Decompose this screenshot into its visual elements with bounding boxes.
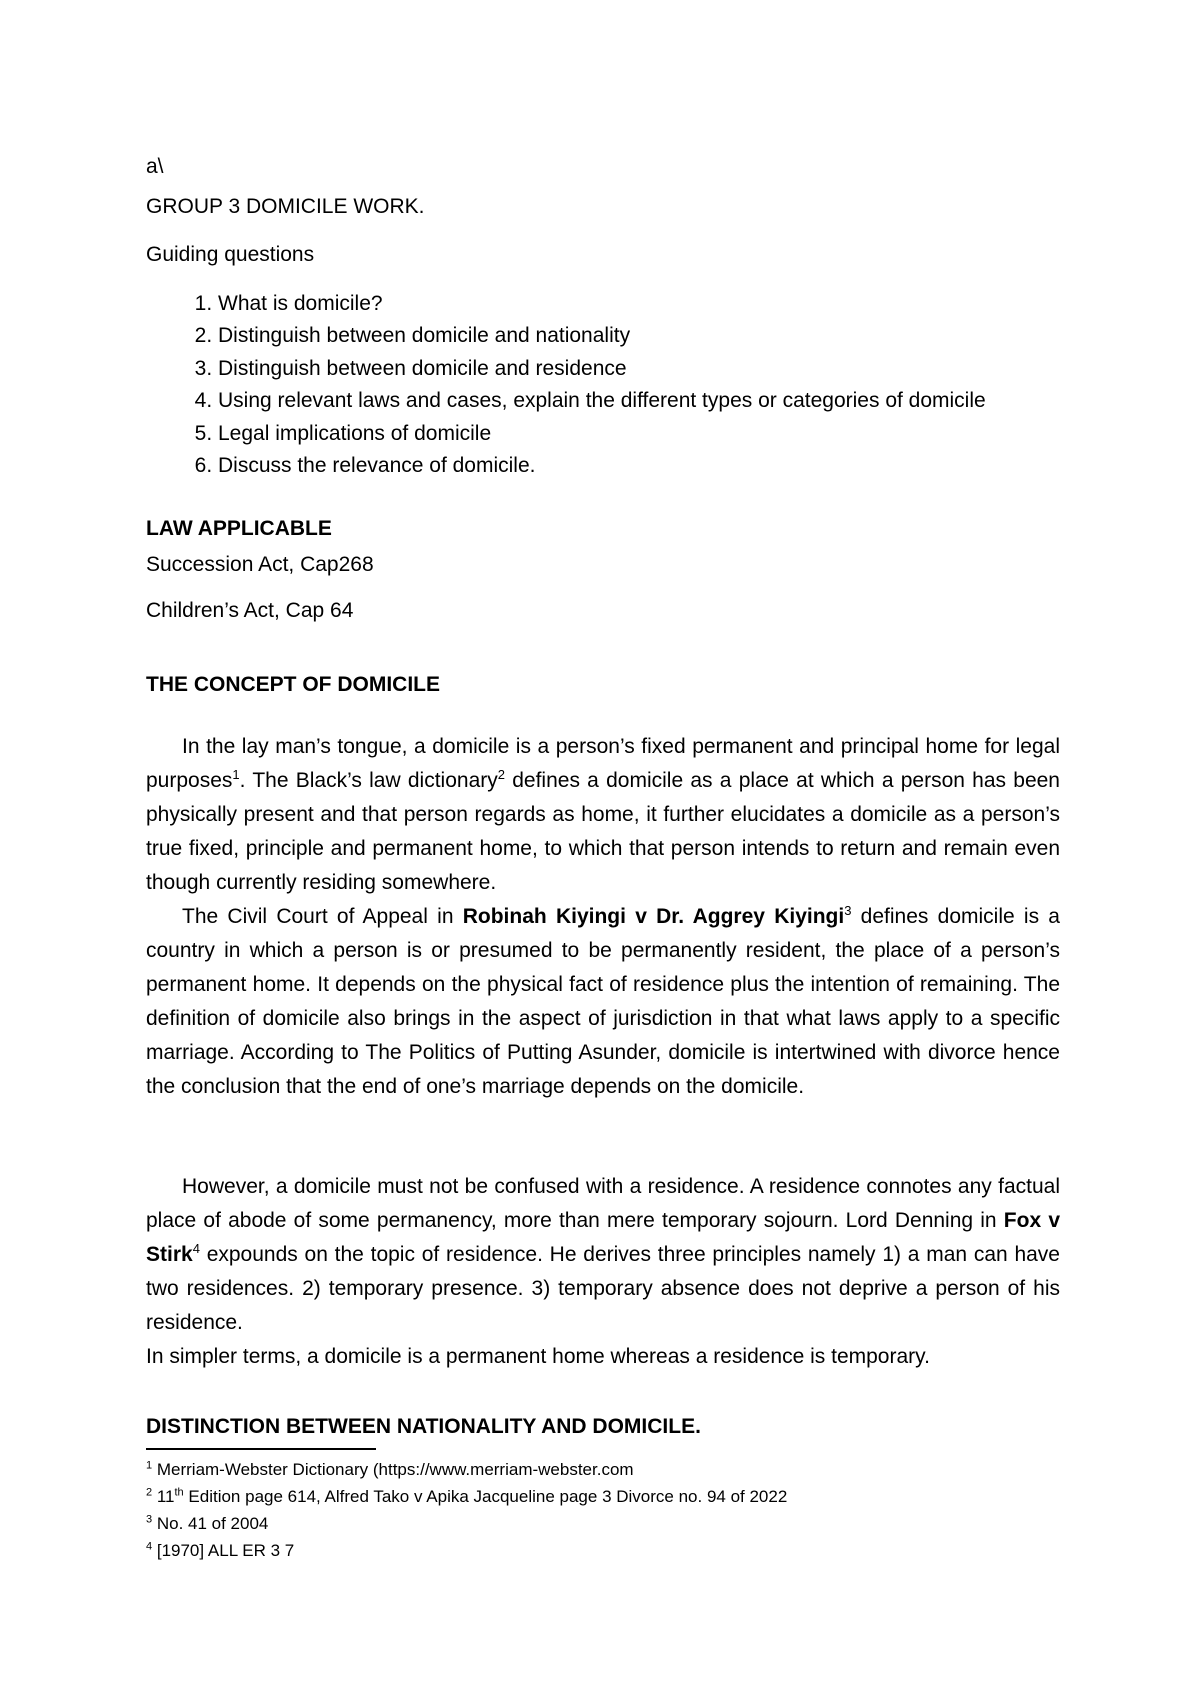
- guiding-questions-list: [146, 288, 1060, 482]
- list-item: 5. Legal implications of domicile: [218, 418, 1060, 450]
- concept-paragraph-3: However, a domicile must not be confused with a residence. A residence connotes any factual place of abode of some permanency, more than mere temporary sojourn. Lord Denning in Fox v Stirk$^4$ expounds on the topic of residence. He derives three principles namely 1) a man can have two residences. 2) temporary presence. 3) temporary absence does not deprive a person of his residence.: [146, 1175, 1060, 1334]
- footnote-3: $^3$ No. 41 of 2004: [146, 1513, 269, 1533]
- list-item: 2. Distinguish between domicile and nationality: [218, 320, 1060, 352]
- law-act-succession: Succession Act, Cap268: [146, 553, 374, 576]
- guiding-questions-title: Guiding questions: [146, 243, 315, 266]
- footnote-ref-3[interactable]: 3: [844, 903, 852, 918]
- law-act-children: Children’s Act, Cap 64: [146, 599, 354, 622]
- document-title: GROUP 3 DOMICILE WORK.: [146, 195, 425, 218]
- concept-heading: THE CONCEPT OF DOMICILE: [146, 673, 440, 696]
- list-item: 6. Discuss the relevance of domicile.: [218, 450, 1060, 482]
- footnote-separator: [146, 1448, 376, 1450]
- footnote-1: $^1$ Merriam-Webster Dictionary (https://www.merriam-webster.com: [146, 1459, 634, 1479]
- footnotes: [146, 1456, 1060, 1564]
- page-mark: a\: [146, 155, 164, 178]
- footnote-ref-2[interactable]: 2: [497, 767, 505, 782]
- footnote-ref-1[interactable]: 1: [232, 767, 240, 782]
- footnote-4: $^4$ [1970] ALL ER 3 7: [146, 1540, 295, 1560]
- concept-paragraph-1: In the lay man’s tongue, a domicile is a person’s fixed permanent and principal home for legal purposes$^1$. The Black’s law dictionary$^2$ defines a domicile as a place at which a person has been physically present and that person regards as home, it further elucidates a domicile as a person’s true fixed, principle and permanent home, to which that person intends to return and remain even though currently residing somewhere.: [146, 735, 1060, 894]
- list-item: 1. What is domicile?: [218, 288, 1060, 320]
- concept-paragraph-2: The Civil Court of Appeal in Robinah Kiyingi v Dr. Aggrey Kiyingi$^3$ defines domicile is a country in which a person is or presumed to be permanently resident, the place of a person’s permanent home. It depends on the physical fact of residence plus the intention of remaining. The definition of domicile also brings in the aspect of jurisdiction in that what laws apply to a specific marriage. According to The Politics of Putting Asunder, domicile is intertwined with divorce hence the conclusion that the end of one’s marriage depends on the domicile.: [146, 903, 1060, 1098]
- concept-paragraph-4: In simpler terms, a domicile is a permanent home whereas a residence is temporary.: [146, 1345, 930, 1368]
- list-item: 3. Distinguish between domicile and residence: [218, 353, 1060, 385]
- list-item: 4. Using relevant laws and cases, explain the different types or categories of domicile: [218, 385, 1060, 417]
- case-name-kiyingi: Robinah Kiyingi v Dr. Aggrey Kiyingi: [462, 905, 845, 928]
- distinction-heading: DISTINCTION BETWEEN NATIONALITY AND DOMICILE.: [146, 1415, 701, 1438]
- law-applicable-heading: LAW APPLICABLE: [146, 517, 332, 540]
- case-name-fox-v-stirk: Fox v Stirk: [146, 1209, 1060, 1266]
- footnote-ref-4[interactable]: 4: [192, 1241, 200, 1256]
- footnote-2: $^2$ 11th Edition page 614, Alfred Tako v Apika Jacqueline page 3 Divorce no. 94 of 2022: [146, 1486, 788, 1506]
